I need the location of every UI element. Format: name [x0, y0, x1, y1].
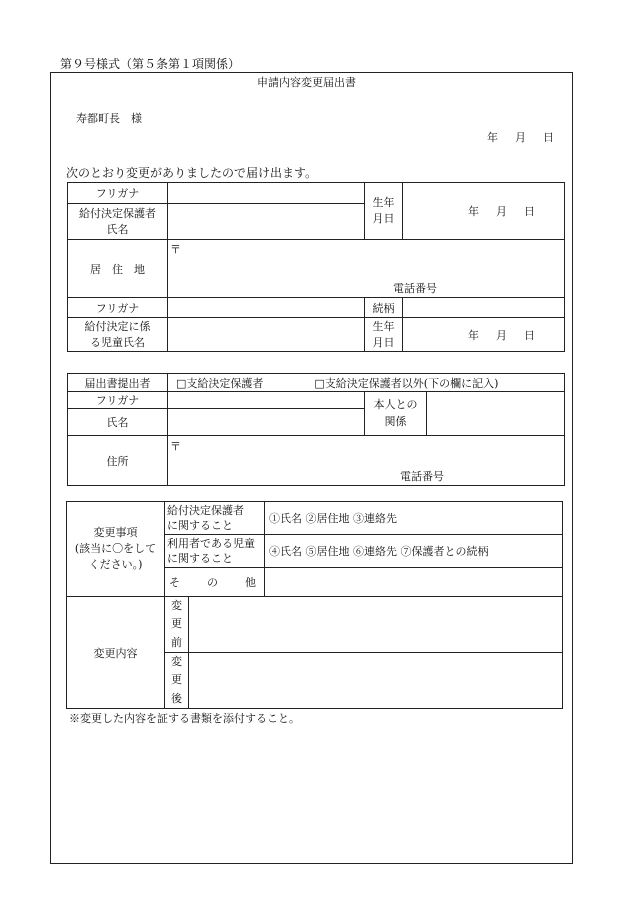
child-birth-label-line1: 生年 — [372, 319, 395, 333]
guardian-name-label-line2: 氏名 — [106, 222, 129, 236]
submitter-table — [67, 373, 565, 486]
guardian-furigana-field[interactable] — [168, 183, 365, 204]
relation-label-line1: 本人との — [373, 398, 418, 411]
submitter-furigana-field[interactable] — [168, 392, 365, 409]
intro-text: 次のとおり変更がありましたので届け出ます。 — [66, 166, 318, 180]
month-label: 月 — [515, 131, 526, 144]
category-guardian-line2: に関すること — [167, 519, 233, 532]
footnote: ※変更した内容を証する書類を添付すること。 — [69, 712, 300, 725]
other-change-field[interactable] — [265, 568, 563, 597]
birth-label-line2: 月日 — [372, 212, 395, 225]
child-name-label-line2: る児童氏名 — [90, 335, 145, 349]
child-change-options[interactable]: ④氏名 ⑤居住地 ⑥連絡先 ⑦保護者との続柄 — [265, 535, 563, 568]
category-child-line2: に関すること — [167, 552, 233, 565]
relation-field[interactable] — [403, 298, 565, 318]
before-content-field[interactable] — [189, 597, 563, 653]
guardian-change-options[interactable]: ①氏名 ②居住地 ③連絡先 — [265, 502, 563, 535]
change-table — [66, 501, 563, 709]
category-guardian-line1: 給付決定保護者 — [167, 503, 244, 517]
submitter-address-label: 住所 — [68, 436, 168, 486]
phone-label: 電話番号 — [393, 282, 437, 295]
before-label — [165, 597, 189, 653]
day-label: 日 — [524, 205, 535, 218]
guardian-name-label — [68, 204, 168, 240]
child-furigana-label: フリガナ — [68, 298, 168, 318]
category-child-line1: 利用者である児童 — [167, 536, 255, 550]
other-char-2: の — [207, 576, 218, 589]
child-name-label-line1: 給付決定に係 — [84, 319, 151, 333]
child-furigana-field[interactable] — [168, 298, 365, 318]
guardian-birth-label — [365, 183, 403, 240]
month-label: 月 — [496, 328, 507, 342]
submitter-name-field[interactable] — [168, 409, 365, 436]
change-items-label-line2: (該当に〇をして — [74, 542, 157, 556]
option-other-checkbox[interactable]: □支給決定保護者以外(下の欄に記入) — [314, 376, 499, 390]
submitter-name-label: 氏名 — [68, 409, 168, 436]
change-items-label — [67, 502, 165, 597]
guardian-name-label-line1: 給付決定保護者 — [79, 206, 156, 220]
submitter-address-field[interactable] — [168, 436, 565, 486]
form-title: 申請内容変更届出書 — [257, 76, 356, 89]
child-birth-date-field[interactable] — [403, 318, 565, 352]
change-content-label: 変更内容 — [67, 597, 165, 709]
after-char-2: 更 — [171, 673, 182, 687]
category-other-label — [165, 568, 265, 597]
change-items-label-line1: 変更事項 — [93, 526, 138, 540]
after-content-field[interactable] — [189, 653, 563, 709]
other-char-1: そ — [169, 576, 180, 589]
after-label — [165, 653, 189, 709]
submitter-label: 届出書提出者 — [68, 374, 168, 392]
before-char-2: 更 — [171, 617, 182, 631]
submitter-furigana-label: フリガナ — [68, 392, 168, 409]
year-label: 年 — [468, 205, 479, 218]
guardian-name-field[interactable] — [168, 204, 365, 240]
submission-date — [487, 131, 554, 144]
child-name-field[interactable] — [168, 318, 365, 352]
before-char-1: 変 — [171, 599, 182, 613]
guardian-address-field[interactable] — [168, 240, 565, 298]
month-label: 月 — [496, 205, 507, 218]
year-label: 年 — [468, 328, 479, 342]
option-guardian-checkbox[interactable]: □支給決定保護者 — [176, 376, 264, 390]
postal-mark: 〒 — [170, 440, 181, 453]
address-label: 居 住 地 — [68, 240, 168, 298]
day-label: 日 — [543, 131, 554, 144]
submitter-relation-label — [365, 392, 427, 436]
after-char-1: 変 — [171, 655, 182, 669]
postal-mark: 〒 — [170, 243, 181, 256]
guardian-birth-date-field[interactable] — [403, 183, 565, 240]
submitter-options — [168, 374, 565, 392]
change-items-label-line3: ください。) — [88, 557, 143, 571]
form-number: 第９号様式（第５条第１項関係） — [60, 57, 241, 71]
before-char-3: 前 — [171, 635, 182, 649]
year-label: 年 — [487, 131, 498, 144]
furigana-label: フリガナ — [68, 183, 168, 204]
category-guardian-label — [165, 502, 265, 535]
addressee: 寿都町長 様 — [76, 112, 142, 125]
child-birth-label-line2: 月日 — [372, 335, 395, 349]
relation-label: 続柄 — [365, 298, 403, 318]
category-child-label — [165, 535, 265, 568]
guardian-table — [67, 182, 565, 352]
other-char-3: 他 — [245, 576, 256, 589]
after-char-3: 後 — [171, 691, 182, 705]
child-name-label — [68, 318, 168, 352]
submitter-relation-field[interactable] — [427, 392, 565, 436]
relation-label-line2: 関係 — [384, 414, 407, 428]
day-label: 日 — [524, 328, 535, 342]
child-birth-label — [365, 318, 403, 352]
phone-label: 電話番号 — [400, 470, 444, 483]
birth-label-line1: 生年 — [372, 195, 395, 209]
